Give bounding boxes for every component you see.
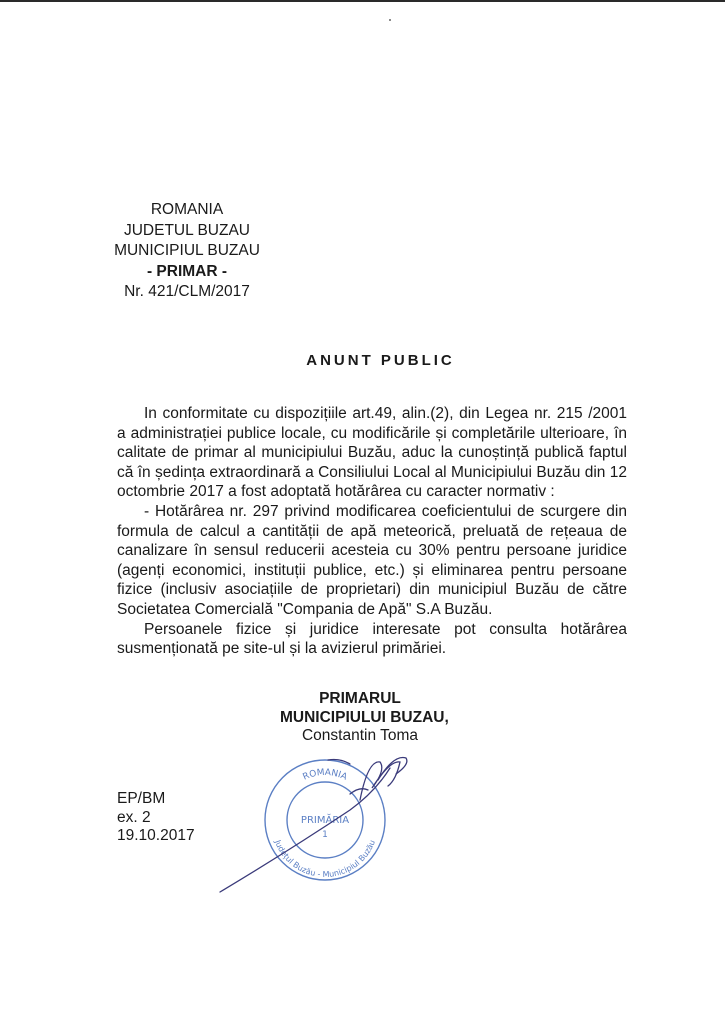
document-title: ANUNT PUBLIC xyxy=(306,352,455,369)
header-office: - PRIMAR - xyxy=(146,262,228,280)
body-paragraph-2: - Hotărârea nr. 297 privind modificarea coeficientului de scurgere din formula de calcul a cantității de apă meteorică, preluată de rețeaua de canalizare în sensul reducerii acesteia cu 30% pentru persoane juridice (agenți economici, instituții publice, etc.) și eliminarea pentru persoane fizice (inclusiv asociațiile de proprietari) din municipiul Buzău de către Societatea Comercială "Compania de Apă" S.A Buzău. xyxy=(117,502,627,618)
body-paragraph-1: In conformitate cu dispozițiile art.49, alin.(2), din Legea nr. 215 /2001 a administrației publice locale, cu modificările și completările ulterioare, în calitate de primar al municipiului Buzău, aduc la cunoștință publică faptul că în ședința extraordinară a Consiliului Local al Municipiului Buzău din 12 octombrie 2017 a fost adoptată hotărârea cu caracter normativ : xyxy=(117,405,627,501)
document-body xyxy=(117,404,627,659)
reference-copies: ex. 2 xyxy=(117,808,151,826)
stamp-ring-top-text: ROMANIA xyxy=(301,767,349,783)
stamp-center-number: 1 xyxy=(322,830,328,840)
signature-block xyxy=(280,690,449,746)
official-stamp-and-signature xyxy=(210,740,430,910)
signature-institution: MUNICIPIULUI BUZAU, xyxy=(280,708,449,726)
header-number: Nr. 421/CLM/2017 xyxy=(124,283,250,300)
stamp-center-label: PRIMĂRIA xyxy=(300,815,350,826)
header-country: ROMANIA xyxy=(150,201,224,218)
reference-initials: EP/BM xyxy=(117,790,166,807)
stamp-ring-bottom-text: Județul Buzău - Municipiul Buzău xyxy=(273,838,378,880)
body-paragraph-3: Persoanele fizice și juridice interesate pot consulta hotărârea susmenționată pe site-ul și la avizierul primăriei. xyxy=(117,620,627,658)
scan-speck xyxy=(389,19,391,21)
top-scan-edge xyxy=(0,0,725,2)
signature-role: PRIMARUL xyxy=(319,690,401,707)
header-county: JUDETUL BUZAU xyxy=(123,221,251,239)
reference-date: 19.10.2017 xyxy=(117,827,195,844)
document-header xyxy=(112,200,262,303)
signature-name: Constantin Toma xyxy=(301,727,419,744)
stamp-graphic xyxy=(210,740,430,910)
document-reference xyxy=(117,790,195,846)
header-municipality: MUNICIPIUL BUZAU xyxy=(114,242,260,259)
